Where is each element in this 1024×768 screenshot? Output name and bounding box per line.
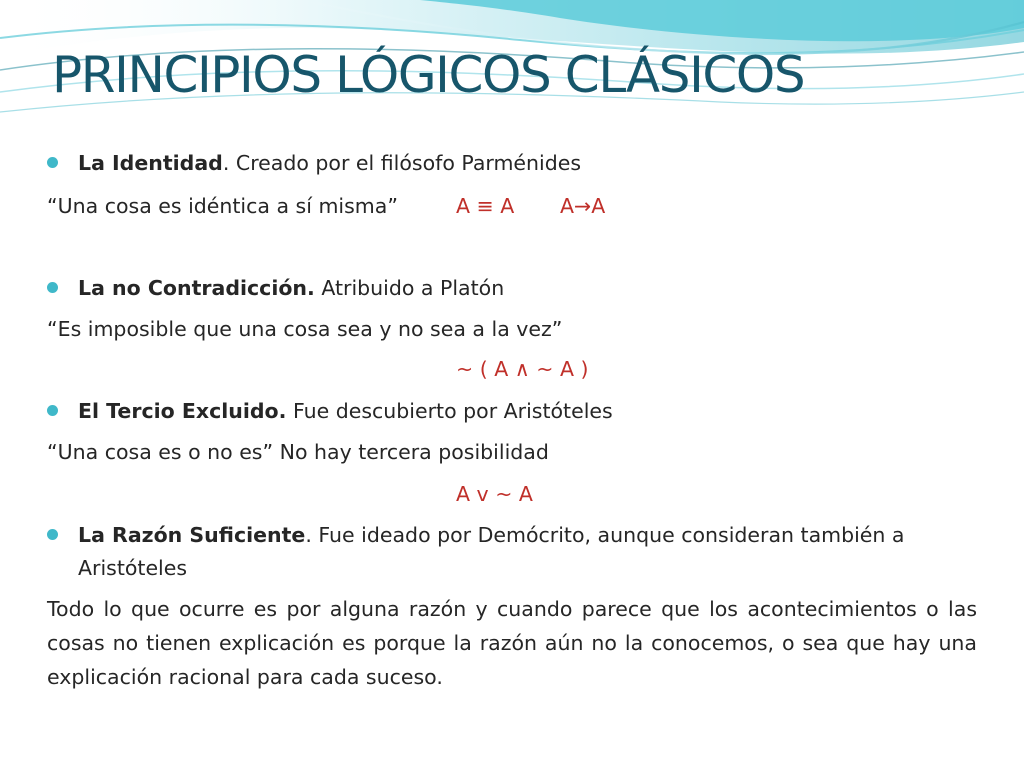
principle-name: La Razón Suficiente [78, 523, 306, 547]
principle-razon-suficiente-heading-continuation: Aristóteles [78, 556, 188, 580]
principle-identidad-heading [78, 146, 581, 180]
bullet-dot-icon [47, 529, 58, 540]
bullet-dot-icon [47, 405, 58, 416]
formula-no-contradiccion: ~ ( A ∧ ~ A ) [456, 357, 589, 381]
principle-no-contradiccion-heading [78, 271, 504, 305]
principle-razon-suficiente-explanation: Todo lo que ocurre es por alguna razón y cuando parece que los acontecimientos o las cosas no tienen explicación es porque la razón aún no la conocemos, o sea que hay una explicación racional para cada suceso. [47, 597, 977, 689]
principle-identidad-quote: “Una cosa es idéntica a sí misma” [47, 194, 398, 218]
principle-name: La Identidad [78, 151, 223, 175]
principle-description: . Creado por el filósofo Parménides [222, 151, 582, 175]
formula-identidad-2: A→A [560, 194, 606, 218]
bullet-dot-icon [47, 157, 58, 168]
principle-razon-suficiente-heading [78, 518, 905, 552]
formula-identidad-1: A ≡ A [456, 194, 515, 218]
principle-description: . Fue ideado por Demócrito, aunque consideran también a [305, 523, 905, 547]
principle-description: Fue descubierto por Aristóteles [286, 399, 613, 423]
principle-name: La no Contradicción. [78, 276, 315, 300]
principle-name: El Tercio Excluido. [78, 399, 287, 423]
principle-tercio-excluido-heading [78, 394, 613, 428]
principle-tercio-excluido-quote: “Una cosa es o no es” No hay tercera posibilidad [47, 440, 549, 464]
bullet-dot-icon [47, 282, 58, 293]
slide-title: PRINCIPIOS LÓGICOS CLÁSICOS [52, 46, 805, 104]
principle-no-contradiccion-quote: “Es imposible que una cosa sea y no sea a la vez” [47, 317, 563, 341]
formula-tercio-excluido: A v ~ A [456, 482, 533, 506]
principle-description: Atribuido a Platón [314, 276, 505, 300]
